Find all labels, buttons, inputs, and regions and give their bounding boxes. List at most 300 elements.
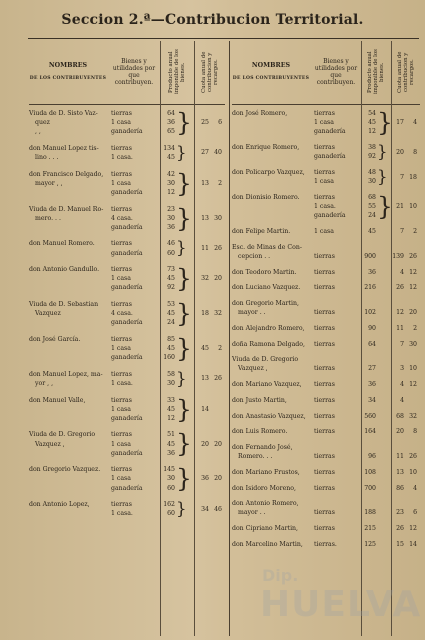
property-label: 1 casa. [111, 154, 133, 162]
property-value: 45 [167, 345, 175, 353]
contributor-name: Esc. de Minas de Con- [232, 243, 302, 251]
property-label: tierras [111, 240, 132, 248]
cuota-centimos: 32 [409, 412, 417, 420]
contributor-name: don Antonio Gandullo. [29, 266, 100, 274]
property-value: 23 [167, 205, 175, 213]
contributor-name: don Luciano Vazquez. [232, 284, 301, 292]
cuota-pesetas: 45 [201, 345, 209, 353]
property-value: 73 [167, 266, 175, 274]
contributor-name: mayor . . [238, 509, 266, 517]
property-value: 145 [163, 466, 175, 474]
contributor-entry [232, 268, 420, 277]
property-label: 4 casa. [111, 310, 133, 318]
cuota-pesetas: 17 [396, 119, 404, 127]
cuota-pesetas: 20 [396, 148, 404, 156]
left-table [29, 41, 225, 636]
contributor-entry [232, 193, 420, 221]
contributor-name: don Antonio Romero, [232, 500, 299, 508]
property-label: ganadería [111, 284, 143, 292]
right-table [232, 41, 420, 636]
header-rule [29, 104, 225, 105]
property-value: 164 [364, 428, 376, 436]
cuota-centimos: 20 [214, 440, 222, 448]
property-label: tierras [314, 428, 335, 436]
contributor-name: don Luis Romero. [232, 428, 288, 436]
header-bienes-text: Bienes y utilidades por que contribuyen. [112, 58, 156, 86]
property-value: 102 [364, 309, 376, 317]
contributor-name: don Mariano Frustos, [232, 468, 300, 476]
contributor-name: don Felipe Martin. [232, 228, 291, 235]
brace-icon: } [176, 168, 192, 198]
header-producto [361, 41, 390, 103]
property-value: 60 [167, 484, 175, 492]
center-divider [229, 41, 230, 636]
contributor-name: don José Romero, [232, 110, 288, 117]
property-value: 60 [167, 510, 175, 518]
property-value: 65 [167, 128, 175, 136]
property-value: 45 [167, 440, 175, 448]
property-value: 27 [368, 365, 376, 373]
property-value: 36 [167, 449, 175, 457]
property-value: 36 [368, 268, 376, 276]
cuota-pesetas: 36 [201, 475, 209, 483]
page-title: Seccion 2.ª—Contribucion Territorial. [61, 12, 364, 28]
cuota-centimos: 8 [413, 148, 417, 156]
property-label: tierras [111, 144, 132, 152]
property-label: 4 casa. [111, 214, 133, 222]
contributor-entry [232, 340, 420, 349]
property-value: 108 [364, 468, 376, 476]
contributor-name: don Dionisio Romero. [232, 193, 300, 201]
cuota-centimos: 2 [413, 228, 417, 235]
property-label: ganadería [111, 223, 143, 231]
contributor-name: Vazquez [35, 310, 61, 318]
property-value: 60 [167, 249, 175, 257]
property-value: 45 [167, 275, 175, 283]
contributor-entry [29, 430, 225, 458]
contributor-entry [232, 540, 420, 549]
contributor-name: don Gregorio Vazquez. [29, 466, 101, 474]
cuota-centimos: 14 [409, 540, 417, 548]
property-value: 45 [368, 119, 376, 127]
property-label: tierras [111, 396, 132, 404]
contributor-name: don Alejandro Romero, [232, 324, 305, 332]
property-label: ganadería [111, 414, 143, 422]
contributor-name: Viuda de D. Sebastian [29, 301, 99, 308]
contributor-name: mero. . . [35, 214, 61, 222]
property-value: 24 [368, 212, 376, 220]
cuota-centimos: 46 [214, 505, 222, 513]
property-label: tierras [314, 525, 335, 533]
property-value: 48 [368, 169, 376, 176]
cuota-centimos: 20 [214, 475, 222, 483]
archive-watermark [232, 562, 422, 626]
property-value: 45 [167, 405, 175, 413]
cuota-pesetas: 25 [201, 119, 209, 127]
property-label: tierras [314, 193, 335, 201]
contributor-name: don Teodoro Martin. [232, 268, 297, 276]
contributor-entry [29, 239, 225, 257]
contributor-entry [232, 443, 420, 461]
cuota-pesetas: 86 [396, 484, 404, 492]
cuota-centimos: 26 [214, 375, 222, 383]
property-value: 215 [364, 525, 376, 533]
cuota-pesetas: 26 [396, 525, 404, 533]
header-cuota-text: Cuota anual de contribucion y recargos. [200, 51, 219, 93]
property-value: 53 [167, 301, 175, 308]
property-label: tierras [111, 170, 132, 178]
contributor-name: Vazquez , [35, 440, 65, 448]
brace-icon: } [377, 167, 388, 186]
contributor-entry [232, 243, 420, 261]
property-label: 1 casa [111, 275, 131, 283]
cuota-centimos: 18 [409, 173, 417, 181]
contributor-name: don Francisco Delgado, [29, 170, 104, 178]
cuota-centimos: 2 [218, 345, 222, 353]
cuota-centimos: 6 [218, 119, 222, 127]
contributor-entry [29, 170, 225, 198]
cuota-centimos: 2 [218, 179, 222, 187]
cuota-centimos: 8 [413, 428, 417, 436]
property-label: 1 casa [111, 345, 131, 353]
property-value: 33 [167, 396, 175, 404]
property-label: ganadería [111, 128, 143, 136]
property-label: 1 casa [111, 179, 131, 187]
property-label: 1 casa. [314, 203, 336, 211]
header-bienes [312, 41, 360, 103]
brace-icon: } [176, 464, 192, 494]
cuota-pesetas: 4 [400, 396, 404, 404]
property-label: tierras [314, 324, 335, 332]
contributor-name: Viuda de D. Manuel Ro- [29, 205, 104, 213]
brace-icon: } [176, 368, 187, 388]
contributor-name: Viuda de D. Gregorio [29, 431, 96, 439]
header-names [232, 41, 310, 103]
contributor-name: don Marcelino Martin, [232, 540, 303, 548]
contributor-name: don Fernando José, [232, 444, 293, 451]
property-value: 30 [167, 179, 175, 187]
property-label: ganadería [314, 212, 346, 220]
contributor-name: don Anastasio Vazquez, [232, 412, 306, 420]
brace-icon: } [176, 142, 187, 162]
property-label: 1 casa. [111, 379, 133, 387]
property-value: 12 [167, 414, 175, 422]
watermark-top-text: Dip. [262, 566, 299, 585]
brace-icon: } [377, 191, 393, 221]
contributor-name: don José García. [29, 335, 81, 343]
cuota-pesetas: 18 [201, 310, 209, 318]
brace-icon: } [176, 203, 192, 233]
contributor-entry [232, 396, 420, 405]
property-value: 92 [368, 153, 376, 161]
property-label: ganadería [314, 128, 346, 136]
property-value: 45 [167, 310, 175, 318]
contributor-name: mayor . . [238, 309, 266, 317]
contributor-entry [232, 283, 420, 292]
cuota-pesetas: 26 [396, 284, 404, 292]
cuota-centimos: 4 [413, 484, 417, 492]
contributor-name: don Antonio Lopez, [29, 501, 90, 509]
property-label: 1 casa [314, 119, 334, 127]
contributor-name: doña Ramona Delgado, [232, 340, 305, 348]
contributor-entry [232, 524, 420, 533]
brace-icon: } [176, 299, 192, 328]
contributor-name: , , [35, 128, 41, 136]
property-value: 58 [167, 370, 175, 378]
property-value: 160 [163, 354, 175, 362]
cuota-pesetas: 32 [201, 275, 209, 283]
brace-icon: } [176, 429, 192, 459]
contributor-entry [232, 109, 420, 137]
property-label: tierras [314, 110, 335, 117]
header-de-los: DE LOS CONTRIBUYENTES [232, 76, 310, 81]
property-label: tierras [111, 370, 132, 378]
property-label: tierras [111, 501, 132, 509]
cuota-centimos: 20 [409, 309, 417, 317]
property-label: tierras [314, 169, 335, 176]
property-value: 134 [163, 144, 175, 152]
cuota-pesetas: 12 [396, 309, 404, 317]
property-value: 188 [364, 509, 376, 517]
property-value: 36 [167, 119, 175, 127]
property-value: 64 [368, 340, 376, 348]
property-value: 36 [167, 223, 175, 231]
contributor-name: mayor , , [35, 179, 63, 187]
cuota-pesetas: 11 [201, 244, 209, 252]
contributor-entry [29, 465, 225, 493]
property-value: 34 [368, 396, 376, 404]
watermark-text: HUELVA [260, 584, 422, 625]
property-label: 1 casa [111, 475, 131, 483]
contributor-name: Viuda de D. Gregorio [232, 356, 299, 364]
contributor-name: don Manuel Lopez tis- [29, 144, 99, 152]
property-value: 700 [364, 484, 376, 492]
cuota-centimos: 26 [214, 244, 222, 252]
property-label: ganadería [111, 319, 143, 327]
property-value: 85 [167, 335, 175, 343]
property-value: 45 [167, 154, 175, 162]
cuota-pesetas: 11 [396, 453, 404, 461]
cuota-centimos: 40 [214, 149, 222, 157]
property-label: 1 casa [111, 119, 131, 127]
property-value: 36 [368, 381, 376, 389]
property-label: tierras [314, 309, 335, 317]
cuota-pesetas: 13 [201, 375, 209, 383]
property-label: tierras [314, 252, 335, 260]
property-label: ganadería [111, 249, 143, 257]
cuota-pesetas: 34 [201, 505, 209, 513]
left-table-header [29, 41, 225, 105]
contributor-name: yor , , [35, 379, 54, 387]
contributor-name: Vazquez , [238, 365, 268, 373]
brace-icon: } [176, 264, 192, 294]
property-value: 90 [368, 324, 376, 332]
cuota-pesetas: 139 [392, 252, 404, 260]
property-value: 216 [364, 284, 376, 292]
contributor-name: don Manuel Lopez, ma- [29, 370, 103, 378]
brace-icon: } [377, 108, 393, 137]
property-label: ganadería [111, 354, 143, 362]
contributor-entry [232, 227, 420, 236]
contributor-name: don Isidoro Moreno, [232, 484, 296, 492]
property-value: 125 [364, 540, 376, 548]
property-label: tierras [314, 468, 335, 476]
property-label: tierras [314, 484, 335, 492]
contributor-name: Viuda de D. Sisto Vaz- [29, 110, 98, 117]
header-cuota [194, 41, 225, 103]
brace-icon: } [176, 108, 192, 137]
contributor-name: lino . . . [35, 154, 59, 162]
cuota-centimos: 4 [413, 119, 417, 127]
property-value: 38 [368, 144, 376, 152]
property-value: 12 [368, 128, 376, 136]
cuota-pesetas: 7 [400, 340, 404, 348]
header-nombres: NOMBRES [251, 62, 291, 69]
cuota-centimos: 2 [413, 324, 417, 332]
property-value: 24 [167, 319, 175, 327]
contributor-entry [29, 300, 225, 328]
cuota-pesetas: 14 [201, 405, 209, 413]
property-label: ganadería [111, 188, 143, 196]
property-label: 1 casa [314, 178, 334, 186]
property-label: tierras [314, 453, 335, 461]
property-label: 1 casa [314, 228, 334, 235]
property-value: 900 [364, 252, 376, 260]
property-label: tierras [111, 301, 132, 308]
header-bienes [109, 41, 159, 103]
header-nombres: NOMBRES [48, 62, 88, 69]
property-value: 560 [364, 412, 376, 420]
property-value: 55 [368, 203, 376, 211]
property-label: tierras [111, 205, 132, 213]
property-value: 92 [167, 284, 175, 292]
property-label: tierras [314, 412, 335, 420]
contributor-entry [232, 412, 420, 421]
contributor-entry [232, 499, 420, 517]
cuota-pesetas: 7 [400, 228, 404, 235]
property-value: 30 [167, 379, 175, 387]
property-value: 64 [167, 110, 175, 117]
contributor-entry [232, 324, 420, 333]
property-label: tierras [314, 396, 335, 404]
contributor-entry [29, 396, 225, 424]
contributor-entry [29, 109, 225, 137]
contributor-entry [29, 500, 225, 518]
property-value: 162 [163, 501, 175, 509]
header-bienes-text: Bienes y utilidades por que contribuyen. [314, 58, 358, 86]
contributor-entry [232, 143, 420, 161]
property-label: tierras [314, 509, 335, 517]
property-label: 1 casa [111, 440, 131, 448]
property-label: ganadería [111, 449, 143, 457]
cuota-pesetas: 27 [201, 149, 209, 157]
cuota-pesetas: 15 [396, 540, 404, 548]
cuota-centimos: 6 [413, 509, 417, 517]
property-value: 30 [167, 214, 175, 222]
contributor-entry [232, 468, 420, 477]
property-label: ganadería [314, 153, 346, 161]
contributor-name: don Enrique Romero, [232, 144, 300, 152]
contributor-entry [29, 335, 225, 363]
contributor-name: quez [35, 119, 50, 127]
header-de-los: DE LOS CONTRIBUYENTES [29, 76, 107, 81]
property-value: 42 [167, 170, 175, 178]
cuota-pesetas: 21 [396, 203, 404, 211]
property-value: 45 [368, 228, 376, 235]
cuota-centimos: 12 [409, 268, 417, 276]
contributor-entry [232, 355, 420, 373]
cuota-centimos: 12 [409, 284, 417, 292]
header-producto [160, 41, 193, 103]
title-rule [28, 38, 419, 39]
contributor-entry [29, 265, 225, 293]
cuota-pesetas: 4 [400, 268, 404, 276]
property-label: tierras [314, 340, 335, 348]
cuota-pesetas: 20 [396, 428, 404, 436]
cuota-centimos: 10 [409, 468, 417, 476]
cuota-pesetas: 68 [396, 412, 404, 420]
contributor-name: don Justo Martin, [232, 396, 287, 404]
cuota-pesetas: 11 [396, 324, 404, 332]
cuota-centimos: 26 [409, 453, 417, 461]
cuota-centimos: 32 [214, 310, 222, 318]
property-value: 12 [167, 188, 175, 196]
header-names [29, 41, 107, 103]
contributor-name: don Manuel Valle, [29, 396, 86, 404]
property-value: 30 [368, 178, 376, 186]
cuota-centimos: 30 [409, 340, 417, 348]
contributor-name: don Policarpo Vazquez, [232, 169, 305, 176]
cuota-centimos: 10 [409, 203, 417, 211]
property-label: tierras. [314, 540, 337, 548]
property-label: ganadería [111, 484, 143, 492]
cuota-pesetas: 4 [400, 381, 404, 389]
contributor-name: don Cipriano Martin, [232, 525, 299, 533]
cuota-pesetas: 23 [396, 509, 404, 517]
cuota-centimos: 20 [214, 275, 222, 283]
property-label: 1 casa. [111, 510, 133, 518]
property-label: tierras [314, 268, 335, 276]
cuota-centimos: 12 [409, 381, 417, 389]
property-label: tierras [111, 266, 132, 274]
cuota-centimos: 26 [409, 252, 417, 260]
cuota-pesetas: 13 [396, 468, 404, 476]
cuota-pesetas: 7 [400, 173, 404, 181]
contributor-entry [232, 427, 420, 436]
cuota-centimos: 12 [409, 525, 417, 533]
property-value: 51 [167, 431, 175, 439]
brace-icon: } [176, 499, 187, 519]
contributor-name: Romero. . . [238, 453, 273, 461]
contributor-entry [232, 299, 420, 317]
contributor-name: don Gregorio Martin, [232, 300, 299, 307]
cuota-centimos: 10 [409, 365, 417, 373]
contributor-entry [29, 144, 225, 162]
cuota-pesetas: 20 [201, 440, 209, 448]
cuota-pesetas: 13 [201, 214, 209, 222]
property-label: tierras [111, 110, 132, 117]
header-producto-text: Producto anual imponible de los bienes. [167, 49, 186, 95]
property-value: 54 [368, 110, 376, 117]
property-value: 46 [167, 240, 175, 248]
brace-icon: } [176, 333, 192, 363]
property-label: tierras [314, 365, 335, 373]
property-label: tierras [314, 284, 335, 292]
property-label: tierras [314, 144, 335, 152]
cuota-centimos: 30 [214, 214, 222, 222]
property-label: tierras [111, 466, 132, 474]
contributor-name: don Manuel Romero. [29, 240, 95, 248]
